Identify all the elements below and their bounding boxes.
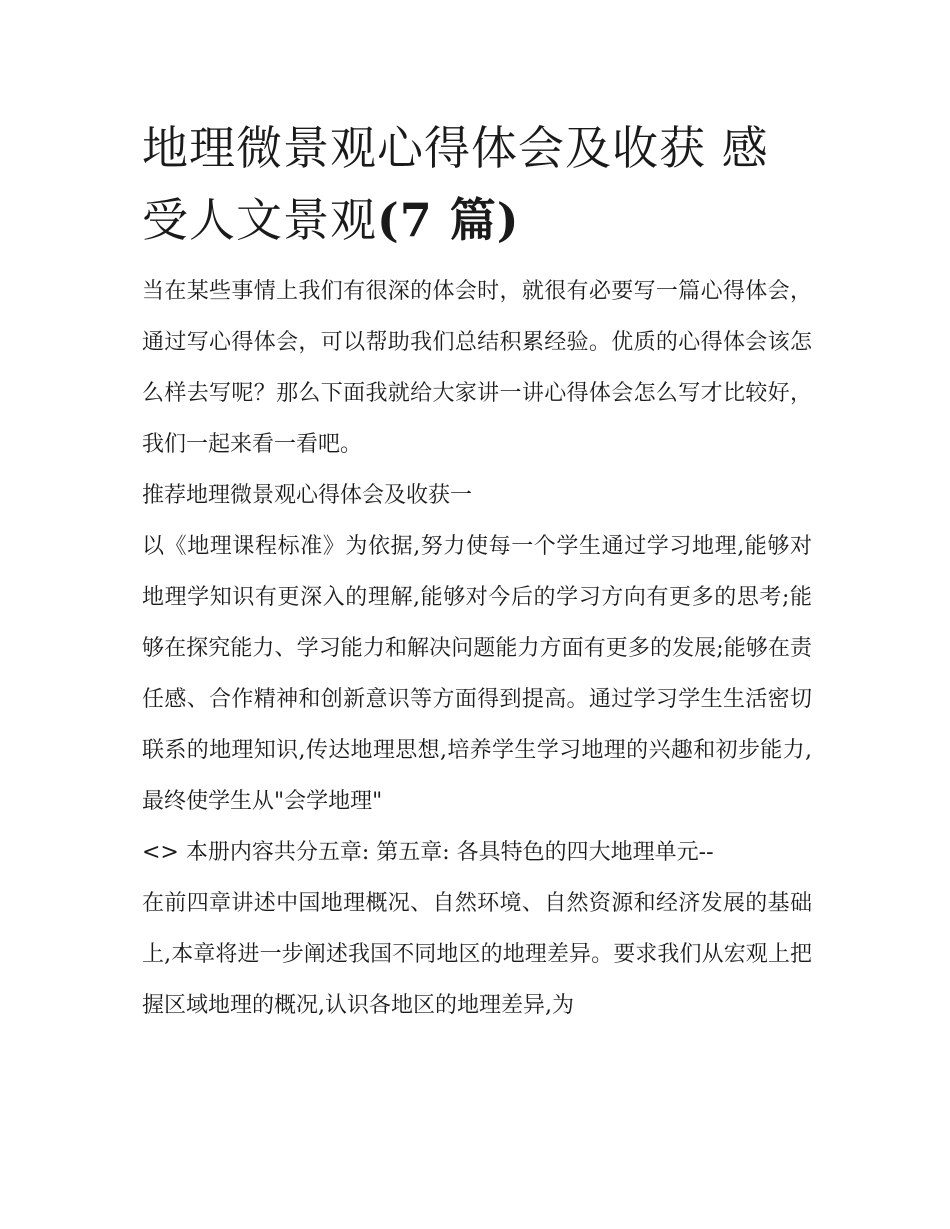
section-heading: 推荐地理微景观心得体会及收获一 (142, 483, 473, 508)
section-body-paragraph: 以《地理课程标准》为依据,努力使每一个学生通过学习地理,能够对地理学知识有更深入的理解,能够对今后的学习方向有更多的思考;能够在探究能力、学习能力和解决问题能力方面有更多的发展;能够在责任感、合作精神和创新意识等方面得到提高。通过学习学生生活密切联系的地理知识,传达地理思想,培养学生学习地理的兴趣和初步能力,最终使学生从"会学地理" (142, 534, 812, 814)
chapter-body-paragraph: 在前四章讲述中国地理概况、自然环境、自然资源和经济发展的基础上,本章将进一步阐述我国不同地区的地理差异。要求我们从宏观上把握区域地理的概况,认识各地区的地理差异,为 (142, 891, 812, 1018)
document-title (142, 112, 812, 256)
title-text: 地理微景观心得体会及收获 感受人文景观 (142, 121, 769, 247)
chapter-line: <> 本册内容共分五章: 第五章: 各具特色的四大地理单元-- (142, 840, 714, 865)
document-page (142, 112, 812, 1031)
title-count: (7 篇) (377, 193, 520, 247)
intro-paragraph: 当在某些事情上我们有很深的体会时，就很有必要写一篇心得体会，通过写心得体会，可以帮助我们总结积累经验。优质的心得体会该怎么样去写呢？那么下面我就给大家讲一讲心得体会怎么写才比较好，我们一起来看一看吧。 (142, 279, 812, 457)
